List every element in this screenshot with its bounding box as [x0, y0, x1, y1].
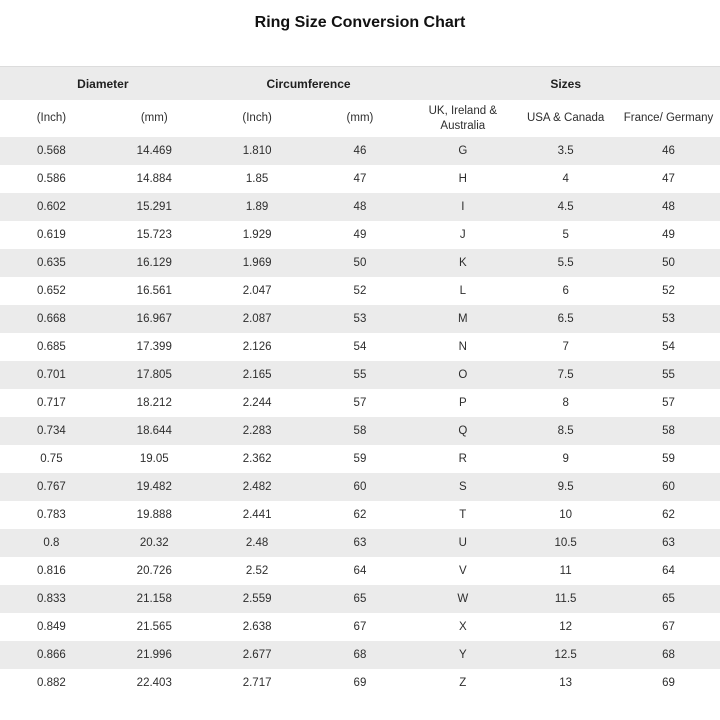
table-cell: W [457, 593, 469, 605]
table-cell: X [458, 621, 467, 633]
table-row [0, 305, 720, 333]
table-cell: 58 [353, 425, 367, 437]
table-cell: 2.48 [245, 537, 269, 549]
table-cell: 18.644 [136, 425, 172, 437]
table-header [0, 67, 720, 138]
table-cell: S [458, 481, 467, 493]
table-cell: 2.126 [242, 341, 272, 353]
table-cell: 20.32 [139, 537, 169, 549]
table-cell: 2.717 [242, 677, 272, 689]
table-cell: 48 [353, 201, 367, 213]
table-cell: 0.685 [37, 341, 66, 353]
table-cell: 18.212 [136, 397, 172, 409]
table-cell: 0.586 [37, 173, 66, 185]
table-cell: 1.969 [242, 257, 272, 269]
table-cell: 54 [353, 341, 367, 353]
table-cell: 50 [662, 257, 675, 269]
table-cell: 53 [662, 313, 675, 325]
table-row [0, 529, 720, 557]
table-cell: 16.561 [136, 285, 172, 297]
table-cell: Q [458, 425, 468, 437]
table-cell: 0.717 [37, 397, 66, 409]
table-cell: 53 [353, 313, 367, 325]
table-cell: 0.833 [37, 593, 66, 605]
group-header-row [0, 67, 720, 101]
table-cell: 47 [662, 173, 675, 185]
table-cell: K [458, 257, 467, 269]
table-cell: 0.783 [37, 509, 66, 521]
table-cell: 49 [662, 229, 675, 241]
table-cell: 55 [353, 369, 367, 381]
table-cell: 11.5 [554, 593, 577, 605]
table-row [0, 165, 720, 193]
table-cell: 55 [662, 369, 675, 381]
table-cell: 13 [559, 677, 573, 689]
table-cell: I [461, 201, 465, 213]
table-cell: N [458, 341, 467, 353]
table-cell: 2.087 [242, 313, 272, 325]
table-cell: 0.701 [37, 369, 66, 381]
table-cell: 9 [562, 453, 569, 465]
table-row [0, 641, 720, 669]
table-cell: 16.129 [136, 257, 172, 269]
table-cell: 54 [662, 341, 675, 353]
table-cell: 21.158 [136, 593, 172, 605]
table-cell: 65 [662, 593, 675, 605]
table-cell: 15.723 [136, 229, 172, 241]
table-cell: V [458, 565, 467, 577]
table-cell: 46 [353, 145, 367, 157]
table-cell: 0.734 [37, 425, 66, 437]
table-row [0, 501, 720, 529]
table-cell: 62 [662, 509, 675, 521]
table-cell: 69 [353, 677, 367, 689]
table-cell: 59 [662, 453, 675, 465]
table-cell: 6 [562, 285, 569, 297]
table-cell: 0.668 [37, 313, 66, 325]
table-cell: 5.5 [557, 257, 574, 269]
table-row [0, 473, 720, 501]
table-cell: 49 [353, 229, 367, 241]
table-cell: 2.362 [242, 453, 272, 465]
table-cell: 63 [353, 537, 367, 549]
table-cell: 60 [662, 481, 675, 493]
group-header-sizes: Sizes [411, 67, 720, 101]
table-cell: Z [459, 677, 467, 689]
table-cell: 19.482 [136, 481, 172, 493]
table-cell: O [458, 369, 468, 381]
table-cell: Y [458, 649, 467, 661]
table-cell: 46 [662, 145, 675, 157]
table-row [0, 277, 720, 305]
table-cell: P [458, 397, 467, 409]
table-row [0, 669, 720, 697]
table-cell: 0.849 [37, 621, 66, 633]
col-header-uk-ireland-australia: UK, Ireland & Australia [411, 100, 514, 137]
table-row [0, 249, 720, 277]
table-cell: 0.767 [37, 481, 66, 493]
table-cell: 2.165 [242, 369, 272, 381]
table-cell: 2.244 [242, 397, 272, 409]
table-cell: 69 [662, 677, 675, 689]
table-cell: 67 [353, 621, 367, 633]
table-cell: 64 [353, 565, 367, 577]
col-header-diameter-inch: (Inch) [0, 100, 103, 137]
table-cell: 65 [353, 593, 367, 605]
table-cell: 17.805 [136, 369, 172, 381]
table-cell: 10.5 [554, 537, 577, 549]
table-cell: 22.403 [136, 677, 172, 689]
table-cell: 7.5 [557, 369, 574, 381]
table-cell: R [458, 453, 467, 465]
table-cell: 64 [662, 565, 675, 577]
table-cell: 47 [353, 173, 367, 185]
table-cell: 67 [662, 621, 675, 633]
table-row [0, 557, 720, 585]
table-cell: 0.602 [37, 201, 66, 213]
col-header-circumference-inch: (Inch) [206, 100, 309, 137]
table-row [0, 417, 720, 445]
column-header-row [0, 100, 720, 137]
table-cell: 19.888 [136, 509, 172, 521]
table-cell: 5 [562, 229, 569, 241]
table-cell: 0.866 [37, 649, 66, 661]
table-cell: 2.559 [242, 593, 272, 605]
table-cell: 16.967 [136, 313, 172, 325]
table-cell: 52 [662, 285, 675, 297]
table-cell: 12.5 [554, 649, 577, 661]
table-cell: 15.291 [136, 201, 172, 213]
table-row [0, 361, 720, 389]
table-cell: U [458, 537, 467, 549]
table-cell: J [459, 229, 466, 241]
table-cell: 21.996 [136, 649, 172, 661]
table-cell: 7 [562, 341, 569, 353]
table-cell: 1.929 [242, 229, 272, 241]
table-cell: 0.816 [37, 565, 66, 577]
table-cell: 3.5 [557, 145, 574, 157]
table-cell: 0.8 [43, 537, 60, 549]
table-cell: 4 [562, 173, 569, 185]
table-row [0, 137, 720, 165]
table-row [0, 193, 720, 221]
table-cell: 68 [662, 649, 675, 661]
table-cell: 63 [662, 537, 675, 549]
table-cell: T [459, 509, 467, 521]
table-cell: 19.05 [139, 453, 169, 465]
table-cell: 57 [353, 397, 367, 409]
col-header-circumference-mm: (mm) [309, 100, 412, 137]
group-header-diameter: Diameter [0, 67, 206, 101]
col-header-usa-canada: USA & Canada [514, 100, 617, 137]
table-row [0, 389, 720, 417]
table-cell: 2.283 [242, 425, 272, 437]
table-cell: 9.5 [557, 481, 574, 493]
table-cell: 0.652 [37, 285, 66, 297]
page-title: Ring Size Conversion Chart [254, 14, 466, 31]
table-cell: G [458, 145, 468, 157]
table-cell: 11 [559, 565, 572, 577]
ring-size-conversion-table [0, 66, 720, 697]
table-cell: 60 [353, 481, 367, 493]
table-cell: 2.677 [242, 649, 272, 661]
table-row [0, 585, 720, 613]
table-cell: 2.482 [242, 481, 272, 493]
table-cell: 14.469 [136, 145, 172, 157]
table-cell: 0.635 [37, 257, 66, 269]
table-cell: 2.638 [242, 621, 272, 633]
table-cell: 0.882 [37, 677, 66, 689]
table-cell: M [458, 313, 468, 325]
col-header-diameter-mm: (mm) [103, 100, 206, 137]
table-cell: 20.726 [136, 565, 172, 577]
table-cell: 2.047 [242, 285, 272, 297]
table-row [0, 333, 720, 361]
table-cell: 68 [353, 649, 367, 661]
group-header-circumference: Circumference [206, 67, 412, 101]
table-cell: H [458, 173, 467, 185]
col-header-france-germany: France/ Germany [617, 100, 720, 137]
table-cell: 62 [353, 509, 367, 521]
table-cell: 8.5 [557, 425, 574, 437]
table-cell: 50 [353, 257, 367, 269]
table-cell: 14.884 [136, 173, 172, 185]
table-cell: 0.568 [37, 145, 66, 157]
table-cell: 4.5 [557, 201, 574, 213]
table-cell: 52 [353, 285, 367, 297]
table-cell: 1.89 [245, 201, 269, 213]
table-cell: 21.565 [136, 621, 172, 633]
table-cell: 12 [559, 621, 573, 633]
table-cell: 59 [353, 453, 367, 465]
table-cell: 6.5 [557, 313, 574, 325]
table-cell: 2.52 [245, 565, 269, 577]
table-row [0, 613, 720, 641]
table-cell: L [459, 285, 466, 297]
table-cell: 1.810 [242, 145, 272, 157]
table-cell: 17.399 [136, 341, 172, 353]
table-cell: 58 [662, 425, 675, 437]
table-cell: 1.85 [245, 173, 269, 185]
table-cell: 0.75 [40, 453, 63, 465]
table-body [0, 137, 720, 697]
table-row [0, 221, 720, 249]
table-row [0, 445, 720, 473]
table-cell: 8 [562, 397, 569, 409]
table-cell: 48 [662, 201, 675, 213]
table-cell: 57 [662, 397, 675, 409]
table-cell: 0.619 [37, 229, 66, 241]
table-cell: 10 [559, 509, 573, 521]
table-cell: 2.441 [242, 509, 272, 521]
